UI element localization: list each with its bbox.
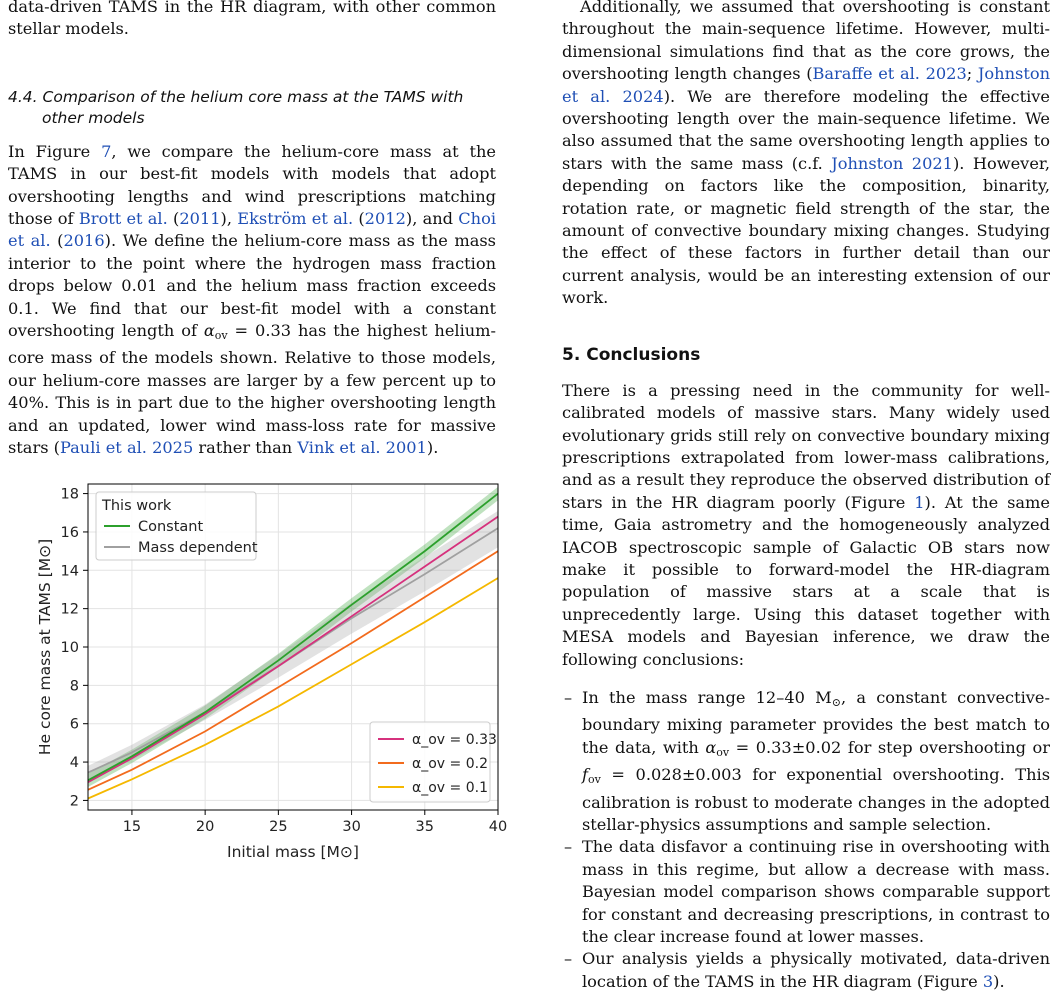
brott-year-link[interactable]: 2011 <box>179 209 221 229</box>
x-tick-label: 25 <box>269 819 288 835</box>
f-subscript: ov <box>588 773 601 787</box>
helium-core-paragraph <box>8 141 496 460</box>
text-run: ( <box>353 209 365 229</box>
alpha-subscript: ov <box>716 745 730 759</box>
list-item <box>562 836 1050 948</box>
y-tick-label: 2 <box>69 793 79 810</box>
text-run: rather than <box>193 438 298 458</box>
legend-entry: Constant <box>138 519 204 535</box>
y-axis-label: He core mass at TAMS [M⊙] <box>36 538 54 756</box>
section-title: Conclusions <box>586 344 701 365</box>
text-run: ), <box>220 209 238 229</box>
y-tick-label: 10 <box>60 640 79 656</box>
subsection-heading <box>8 87 496 129</box>
x-tick-label: 40 <box>488 819 508 835</box>
x-tick-label: 35 <box>415 819 435 835</box>
text-run: ( <box>50 231 64 251</box>
text-run: Additionally, we assumed that overshooting is constant throughout the main-sequence lifetime. However, multi-dimensional simulations find that as the core grows, the overshooting length changes ( <box>562 0 1050 84</box>
top-fragment-text: data-driven TAMS in the HR diagram, with other common stellar models. <box>8 0 496 39</box>
x-tick-label: 20 <box>195 819 215 835</box>
text-run: , a constant convective-boundary mixing parameter provides the best match to the data, with <box>582 687 1050 757</box>
text-run: ). At the same time, Gaia astrometry and the homogeneously analyzed IACOB spectroscopic sample of Galactic OB stars now make it possible to forward-model the HR-diagram population of massive stars at a scale that is unprecedently large. Using this dataset together with MESA models and Bayesian inference, we draw the following conclusions: <box>562 492 1050 669</box>
baraffe-citation-link[interactable]: Baraffe et al. 2023 <box>812 64 967 84</box>
text-run: The data disfavor a continuing rise in overshooting with mass in this regime, but allow a decrease with mass. Bayesian model comparison shows comparable support for constant and decreasing prescriptions, in contrast to the clear increase found at lower masses. <box>582 837 1050 947</box>
ekstrom-year-link[interactable]: 2012 <box>364 209 406 229</box>
subsection-number: 4.4. <box>8 87 38 106</box>
x-axis-label: Initial mass [M⊙] <box>227 843 359 861</box>
x-tick-label: 15 <box>122 819 142 835</box>
legend-entry: α_ov = 0.1 <box>412 780 488 796</box>
legend-entry: α_ov = 0.2 <box>412 756 488 772</box>
text-run: = 0.33±0.02 for step overshooting or <box>729 737 1050 757</box>
johnston-2021-citation-link[interactable]: Johnston 2021 <box>831 153 953 173</box>
conclusions-list <box>562 687 1050 993</box>
legend-entry: Mass dependent <box>138 540 258 556</box>
y-tick-label: 14 <box>60 563 79 580</box>
text-run: ( <box>167 209 180 229</box>
ekstrom-citation-link[interactable]: Ekström et al. <box>237 209 354 229</box>
list-item <box>562 687 1050 836</box>
legend-title: This work <box>102 498 172 514</box>
choi-citation-link[interactable]: Choi et al. <box>8 209 497 251</box>
alpha-subscript: ov <box>214 329 228 343</box>
text-run: ). We define the helium-core mass as the mass interior to the point where the hydrogen mass fraction drops below 0.01 and the helium mass fraction exceeds 0.1. We find that our best-fit model with a constant overshooting length of <box>8 231 496 341</box>
text-run: Our analysis yields a physically motivated, data-driven location of the TAMS in the HR diagram (Figure <box>582 949 1050 991</box>
right-column <box>562 0 1050 993</box>
dash-bullet: – <box>564 949 573 969</box>
overshooting-paragraph <box>562 0 1050 310</box>
johnston-2024-citation-link[interactable]: Johnston et al. 2024 <box>562 64 1050 106</box>
figure-1-link[interactable]: 1 <box>914 492 925 512</box>
text-run: ). <box>426 438 439 458</box>
legend-entry: α_ov = 0.33 <box>412 732 497 748</box>
text-run: ). <box>993 971 1005 991</box>
list-item <box>562 948 1050 993</box>
left-column <box>8 0 496 460</box>
figure-7-link[interactable]: 7 <box>101 141 112 161</box>
conclusions-intro-paragraph <box>562 380 1050 671</box>
text-run: ). However, depending on factors like the composition, binarity, rotation rate, or magnetic field strength of the star, the amount of convective boundary mixing changes. Studying the effect of these factors in further detail than our current analysis, would be an interesting extension of our work. <box>562 153 1051 308</box>
y-tick-label: 12 <box>60 601 79 618</box>
sun-symbol: ⊙ <box>831 695 841 709</box>
text-run: ). We are therefore modeling the effective overshooting length over the main-sequence lifetime. We also assumed that the same overshooting length applies to stars with the same mass (c.f. <box>562 86 1051 173</box>
y-tick-label: 4 <box>69 755 79 772</box>
subsection-title-line1: Comparison of the helium core mass at the TAMS with <box>42 87 464 106</box>
brott-citation-link[interactable]: Brott et al. <box>78 209 168 229</box>
y-tick-label: 8 <box>69 678 79 695</box>
pauli-citation-link[interactable]: Pauli et al. 2025 <box>59 438 194 458</box>
text-run: = 0.33 has the highest helium-core mass of the models shown. Relative to those models, our helium-core masses are larger by a few percent up to 40%. This is in part due to the higher overshooting length and an updated, lower wind mass-loss rate for massive stars ( <box>8 321 496 458</box>
text-run: ), and <box>405 209 459 229</box>
text-run: = 0.028±0.003 for exponential overshooting. This calibration is robust to moderate changes in the adopted stellar-physics assumptions and sample selection. <box>582 765 1050 834</box>
dash-bullet: – <box>564 837 573 857</box>
text-run: In the mass range 12–40 M <box>582 687 832 707</box>
y-tick-label: 6 <box>69 716 79 733</box>
section-number: 5. <box>562 344 581 365</box>
f-symbol: f <box>582 765 588 785</box>
vink-citation-link[interactable]: Vink et al. 2001 <box>297 438 427 458</box>
figure-3-link[interactable]: 3 <box>982 971 994 991</box>
y-tick-label: 16 <box>60 524 79 541</box>
subsection-title-line2: other models <box>42 108 145 127</box>
dash-bullet: – <box>564 687 573 707</box>
y-tick-label: 18 <box>60 486 79 503</box>
text-run: , we compare the helium-core mass at the TAMS in our best-fit models with models that adopt overshooting lengths and wind prescriptions matching those of <box>8 141 496 229</box>
text-run: In Figure <box>8 141 102 161</box>
x-tick-label: 30 <box>342 819 361 835</box>
choi-year-link[interactable]: 2016 <box>63 231 105 251</box>
helium-core-mass-chart <box>30 470 510 870</box>
alpha-symbol: α <box>705 737 717 757</box>
text-run: ; <box>966 64 978 84</box>
alpha-symbol: α <box>203 321 215 341</box>
conclusions-heading <box>562 344 1050 366</box>
text-run: There is a pressing need in the community for well-calibrated models of massive stars. Many widely used evolutionary grids still rely on convective boundary mixing prescriptions extrapolated from lower-mass calibrations, and as a result they reproduce the observed distribution of stars in the HR diagram poorly (Figure <box>562 380 1050 512</box>
